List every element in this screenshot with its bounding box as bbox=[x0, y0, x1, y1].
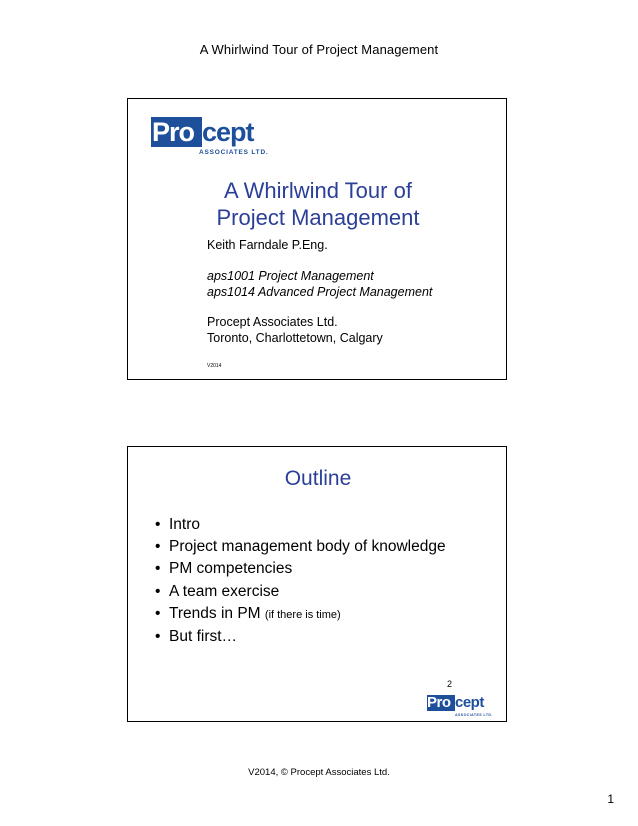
list-item: • Trends in PM (if there is time) bbox=[155, 603, 446, 626]
bullet-icon: • bbox=[155, 560, 161, 578]
slide-1-title-line2: Project Management bbox=[216, 205, 420, 230]
outline-list bbox=[155, 514, 446, 648]
bullet-icon: • bbox=[155, 516, 161, 533]
author-name: Keith Farndale P.Eng. bbox=[207, 238, 328, 252]
page-number: 1 bbox=[607, 792, 614, 806]
bullet-note: (if there is time) bbox=[264, 608, 341, 621]
logo-cept-text: cept bbox=[455, 694, 484, 711]
slide-2 bbox=[127, 446, 507, 722]
logo-pro-text: Pro bbox=[427, 695, 455, 711]
company-locations: Toronto, Charlottetown, Calgary bbox=[207, 331, 383, 345]
list-item: • Intro bbox=[155, 514, 446, 536]
list-item: • But first… bbox=[155, 626, 446, 648]
bullet-icon: • bbox=[155, 604, 161, 622]
procept-logo bbox=[151, 117, 276, 161]
slide-version: V2014 bbox=[207, 363, 222, 369]
logo-pro-text: Pro bbox=[151, 117, 202, 147]
course-1: aps1001 Project Management bbox=[207, 269, 374, 283]
page-header-title: A Whirlwind Tour of Project Management bbox=[199, 42, 439, 57]
bullet-icon: • bbox=[155, 582, 161, 600]
course-2: aps1014 Advanced Project Management bbox=[207, 285, 433, 299]
logo-associates-text: ASSOCIATES LTD. bbox=[455, 713, 493, 717]
slide-1-title-line1: A Whirlwind Tour of bbox=[224, 178, 412, 203]
slide-2-title: Outline bbox=[284, 467, 352, 490]
list-item: • PM competencies bbox=[155, 558, 446, 580]
page-footer: V2014, © Procept Associates Ltd. bbox=[248, 767, 390, 778]
slide-number: 2 bbox=[446, 679, 452, 689]
procept-logo-small bbox=[427, 695, 497, 719]
list-item: • A team exercise bbox=[155, 581, 446, 603]
company-name: Procept Associates Ltd. bbox=[207, 315, 338, 329]
slide-1-title bbox=[128, 177, 508, 231]
logo-associates-text: ASSOCIATES LTD. bbox=[199, 149, 269, 156]
logo-cept-text: cept bbox=[202, 117, 254, 147]
bullet-icon: • bbox=[155, 628, 161, 646]
slide-1 bbox=[127, 98, 507, 380]
list-item: • Project management body of knowledge bbox=[155, 536, 446, 558]
bullet-icon: • bbox=[155, 538, 161, 556]
